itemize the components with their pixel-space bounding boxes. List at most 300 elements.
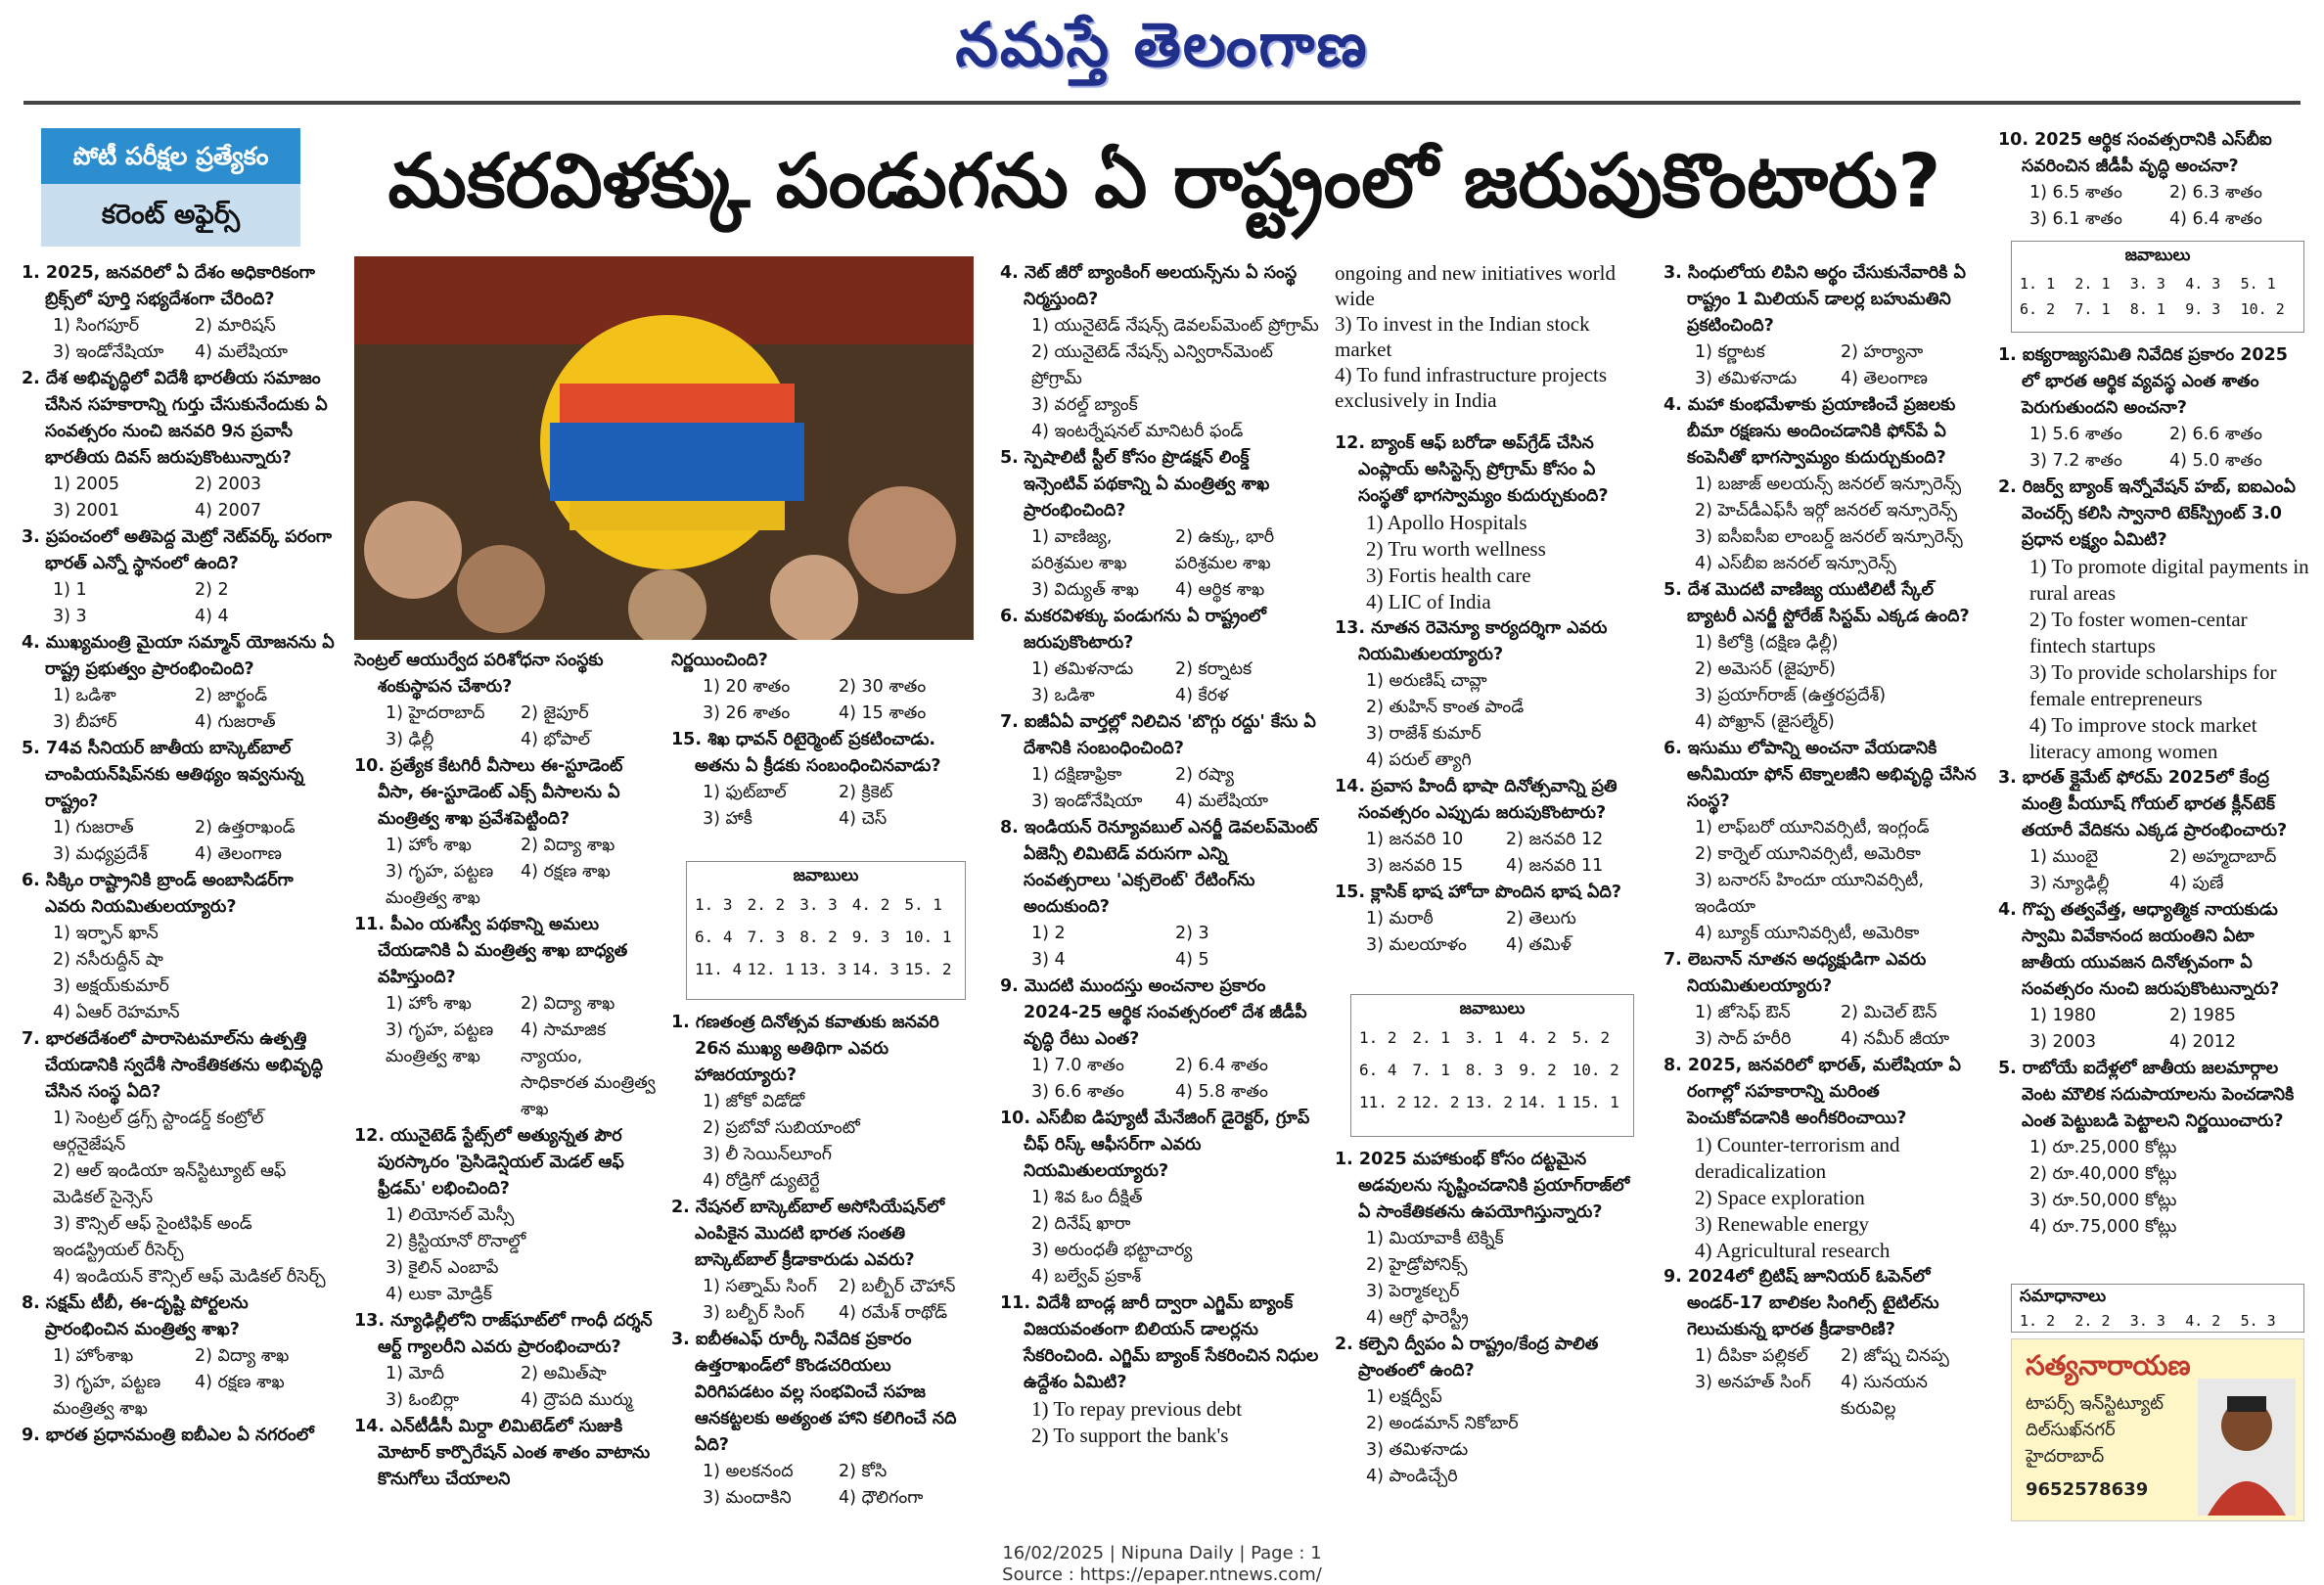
question-text: 2. నేషనల్ బాస్కెట్‌బాల్ అసోసియేషన్‌లో ఎంపికైన మొదటి భారత సంతతి బాస్కెట్‌బాల్ క్రీడాకారుడు ఎవరు? [671,1198,945,1270]
option-list [1663,1000,1986,1053]
newspaper-logo: నమస్తే తెలంగాణ [955,9,1369,80]
option: 3) 6.1 శాతం [2029,209,2122,229]
option: 2) 2 [195,580,229,600]
option: 4) జనవరి 11 [1506,856,1604,876]
option: 3) 26 శాతం [703,703,791,723]
option-list [671,1274,975,1327]
option-list [354,991,656,1123]
option: 4) ఎస్‌బీఐ జనరల్ ఇన్సూరెన్స్ [1695,554,1896,573]
option: 4) గుజరాత్ [195,712,276,732]
option: 3) 6.6 శాతం [1031,1082,1124,1102]
option: 4) 5 [1175,950,1209,970]
option: 3) గృహ, పట్టణ మంత్రిత్వ శాఖ [386,1020,494,1066]
option: 1) అరుణిష్ చావ్లా [1366,671,1487,691]
answers-title: జవాబులు [1459,999,1526,1019]
question-text: 2. దేశ అభివృద్ధిలో విదేశీ భారతీయ సమాజం చేసిన సహకారాన్ని గుర్తు చేసుకునేందుకు ఏ సంవత్సరం నుంచి జనవరి 9న ప్రవాసీ భారతీయ దివస్ జరుపుకొంటున్నారు? [22,369,328,468]
question-text: 3. ఐబీఈఎఫ్ రూర్కీ నివేదిక ప్రకారం ఉత్తరాఖండ్‌లో కొండచరియలు విరిగిపడటం వల్ల సంభవించే సహజ ఆనకట్టలకు అత్యంత హాని కలిగించే నది ఏది? [671,1330,957,1455]
answer-item: 6. 4 [1359,1061,1397,1079]
column-4 [1000,260,1319,1517]
column-1 [22,260,337,1517]
author-area: దిల్‌సుఖ్‌నగర్ [2026,1420,2116,1440]
option: 4) 6.4 శాతం [2169,209,2262,229]
answer-item: 13. 3 [799,960,847,978]
option: 3) విద్యుత్ శాఖ [1031,580,1140,600]
option: 4) పోఖ్రాన్ (జైసల్మేర్) [1695,712,1835,732]
option: 3) బీహార్ [53,712,117,732]
question-text: 6. మకరవిళక్కు పండుగను ఏ రాష్ట్రంలో జరుపుకొంటారు? [1000,607,1266,653]
option: 2) ఉత్తరాఖండ్ [195,818,296,838]
option: 3) తమిళనాడు [1366,1440,1469,1460]
option: 4) పుణే [2169,874,2224,893]
question-text: 9. 2024లో బ్రిటిష్ జూనియర్ ఓపెన్‌లో అండర్-17 బాలికల సింగిల్స్ టైటిల్‌ను గెలుచుకున్న భారత క్రీడాకారిణి? [1663,1267,1939,1339]
question-text: 1. 2025, జనవరిలో ఏ దేశం అధికారికంగా బ్రిక్స్‌లో పూర్తి సభ్యదేశంగా చేరింది? [22,263,315,309]
option: 1) రూ.25,000 కోట్లు [2029,1138,2177,1157]
option: 4) సామాజిక న్యాయం, సాధికారత మంత్రిత్వ శాఖ [521,1020,656,1119]
page-footer [0,1543,2324,1585]
option-list [22,683,337,736]
answer-item: 1. 2 [2020,1312,2056,1330]
option: 2) Tru worth wellness [1366,537,1546,561]
option-list [22,921,337,1026]
option: 2) జనవరి 12 [1506,830,1604,849]
answer-item: 10. 2 [2240,300,2285,318]
option: 2) తుహిన్ కాంత పాండే [1366,698,1525,717]
option-list [1335,906,1646,959]
option: 2) To support the bank's [1031,1424,1229,1447]
option: 2) మారిషస్ [195,316,276,336]
option: 3) బనారస్ హిందూ యూనివర్సిటీ, ఇండియా [1695,871,1925,917]
option: 3) Fortis health care [1366,564,1531,587]
option: 3) అరుంధతీ భట్టాచార్య [1031,1241,1193,1260]
option: 3) మందాకిని [703,1488,792,1508]
answer-item: 1. 1 [2020,275,2056,293]
question-text: 6. ఇసుము లోపాన్ని అంచనా వేయడానికి అనీమియా ఫోన్ టెక్నాలజీని అభివృద్ధి చేసిన సంస్థ? [1663,739,1977,811]
option-list [1000,313,1319,445]
option: 1) శివ ఓం దీక్షిత్ [1031,1188,1143,1207]
question-text: సెంట్రల్ ఆయుర్వేద పరిశోధనా సంస్థకు శంకుస్థాపన చేశారు? [354,651,604,697]
option-list [1998,180,2309,233]
option: 2) 6.6 శాతం [2169,425,2262,444]
option: 4) రోడ్రిగో డ్యుటెర్టే [703,1171,820,1191]
option-list [671,674,975,727]
option: 4) నమీర్ జీయా [1841,1029,1950,1049]
option: 1) మియావాకీ టెక్నిక్ [1366,1229,1504,1248]
footer-source[interactable]: Source : https://epaper.ntnews.com/ [1002,1564,1322,1585]
option: 4) ఇండియన్ కౌన్సిల్ ఆఫ్ మెడికల్ రీసెర్చ్ [53,1267,326,1287]
answer-item: 5. 3 [2240,1312,2276,1330]
option: 1) హోంశాఖ [53,1346,134,1366]
option: 1) To promote digital payments in rural areas [2029,555,2309,605]
option: 1) 7.0 శాతం [1031,1056,1124,1075]
option: 2) హెచ్‌డీఎఫ్‌సీ ఇర్గో జనరల్ ఇన్సూరెన్స్ [1695,501,1958,521]
question-text: 1. గణతంత్ర దినోత్సవ కవాతుకు జనవరి 26న ముఖ్య అతిథిగా ఎవరు హాజరయ్యారు? [671,1013,939,1085]
question-text: 9. భారత ప్రధానమంత్రి ఐబీఎల ఏ నగరంలో [22,1426,314,1445]
option: 2) విద్యా శాఖ [521,994,615,1014]
option-list [1998,422,2309,475]
answer-item: 14. 3 [851,960,899,978]
question-text: 5. రాబోయే ఐదేళ్లలో జాతీయ జలమార్గాల వెంట మౌలిక సదుపాయాలను పెంచడానికి ఎంత పెట్టుబడి పెట్టాలని నిర్ణయించారు? [1998,1059,2295,1131]
option: 1) బజాజ్ అలయన్స్ జనరల్ ఇన్సూరెన్స్ [1695,475,1962,494]
option: 3) కైలిన్ ఎంబాపే [386,1258,499,1278]
option: 1) అలకనంద [703,1462,794,1481]
option: 1) వాణిజ్య, పరిశ్రమల శాఖ [1031,527,1127,573]
option: 1) సత్నామ్ సింగ్ [703,1277,817,1296]
answer-item: 1. 2 [1359,1028,1397,1047]
answer-item: 13. 2 [1465,1093,1513,1111]
option: 1) మరాఠీ [1366,909,1434,928]
option: 1) ఇర్ఫాన్ ఖాన్ [53,924,159,943]
option: 3) అక్షయ్‌కుమార్ [53,976,169,996]
question-text: 7. ఐజీఏఏ వార్తల్లో నిలిచిన 'బొగ్గు రద్దు' కేసు ఏ దేశానికి సంబంధించింది? [1000,712,1316,758]
option: 1) 1 [53,580,87,600]
option: 1) దీపికా పల్లికల్ [1695,1346,1808,1366]
option: 3) తమిళనాడు [1695,369,1798,388]
question-text: 9. మొదటి ముందస్తు అంచనాల ప్రకారం 2024-25 ఆర్థిక సంవత్సరంలో దేశ జీడీపీ వృద్ధి రేటు ఎంత? [1000,976,1307,1049]
option-list [354,701,656,753]
option: 4) ఇంటర్నేషనల్ మానిటరీ ఫండ్ [1031,422,1244,441]
option: 2) క్రిస్టియానో రొనాల్డో [386,1232,526,1251]
answer-item: 3. 3 [2129,275,2165,293]
answer-item: 15. 1 [1572,1093,1619,1111]
option: 3) మధ్యప్రదేశ్ [53,844,148,864]
option: 2) 1985 [2169,1006,2237,1025]
answers-box-1 [686,861,966,1000]
option: 3) 2001 [53,501,120,521]
option: 2) తెలుగు [1506,909,1576,928]
footer-edition: 16/02/2025 | Nipuna Daily | Page : 1 [1002,1543,1322,1563]
option-list [1663,340,1986,392]
option-list [1000,1396,1319,1449]
option-list [22,1106,337,1291]
option: 1) సింగపూర్ [53,316,140,336]
option: 2) విద్యా శాఖ [195,1346,290,1366]
option: 2) నసీరుద్దీన్ షా [53,950,163,970]
option: 3) ఢిల్లీ [386,730,434,749]
answer-item: 5. 1 [904,895,942,914]
question-text: 1. ఐక్యరాజ్యసమితి నివేదిక ప్రకారం 2025 లో భారత ఆర్థిక వ్యవస్థ ఎంత శాతం పెరుగుతుందని అంచనా? [1998,345,2288,418]
option-list [1663,472,1986,577]
option: 1) 5.6 శాతం [2029,425,2122,444]
option-list [1335,510,1646,615]
answer-item: 3. 1 [1465,1028,1504,1047]
answer-item: 4. 2 [851,895,890,914]
question-text: 1. 2025 మహాకుంభ్ కోసం దట్టమైన అడవులను సృష్టించడానికి ప్రయాగ్‌రాజ్‌లో ఏ సాంకేతికతను ఉపయోగిస్తున్నారు? [1335,1150,1630,1222]
option: 2) జోష్న చినప్ప [1841,1346,1949,1366]
option: 2) హైడ్రోపోనిక్స్ [1366,1255,1468,1275]
option: 2) విద్యా శాఖ [521,836,615,855]
question-text: 4. గొప్ప తత్వవేత్త, ఆధ్యాత్మిక నాయకుడు స్వామి వివేకానంద జయంతిని ఏటా జాతీయ యువజన దినోత్సవంగా ఏ సంవత్సరం నుంచి జరుపుకొంటున్నారు? [1998,900,2280,999]
answers-box-2 [1350,994,1634,1137]
option: 1) జోకో విడోడో [703,1092,805,1111]
author-phone: 9652578639 [2026,1479,2149,1500]
page-headline: మకరవిళక్కు పండుగను ఏ రాష్ట్రంలో జరుపుకొంటారు? [387,137,1941,224]
answer-item: 5. 1 [2240,275,2276,293]
option-list [22,472,337,524]
option: 3) పెర్మాకల్చర్ [1366,1282,1460,1301]
option: 4) రక్షణ శాఖ [195,1373,285,1392]
answer-item: 6. 4 [695,928,733,946]
option: 1) హోం శాఖ [386,994,472,1014]
question-text: 3. భారత్ క్లైమేట్ ఫోరమ్ 2025లో కేంద్ర మంత్రి పీయూష్ గోయల్ భారత క్లీన్‌టెక్ తయారీ వేదికను ఎక్కడ ప్రారంభించారు? [1998,768,2288,840]
option: 4) To improve stock market literacy among women [2029,713,2257,763]
answers-title: సమాధానాలు [2020,1287,2107,1306]
option: 1) 1980 [2029,1006,2097,1025]
option: 2) బల్బీర్ చౌహాన్ [839,1277,956,1296]
option: 1) 2005 [53,475,120,494]
option-list [22,815,337,868]
option-list [1335,1226,1646,1332]
option-list [354,1361,656,1414]
answer-item: 2. 1 [1412,1028,1450,1047]
option-list [1998,1135,2309,1241]
question-text: 8. సక్షమ్ టీబీ, ఈ-దృష్టి పోర్టలను ప్రారంభించిన మంత్రిత్వ శాఖ? [22,1293,249,1339]
option: 2) రష్యా [1175,765,1234,785]
option: 1) ఫుట్‌బాల్ [703,783,787,802]
option: 3) 7.2 శాతం [2029,451,2122,471]
option: 1) లియోనల్ మెస్సీ [386,1205,515,1225]
answers-title: జవాబులు [793,866,859,885]
answer-item: 7. 1 [2074,300,2111,318]
option: 2) 6.3 శాతం [2169,183,2262,203]
answer-item: 5. 2 [1572,1028,1611,1047]
question-text: 4. ముఖ్యమంత్రి మైయా సమ్మాన్ యోజనను ఏ రాష్ట్ర ప్రభుత్వం ప్రారంభించింది? [22,633,335,679]
option-list [22,313,337,366]
option: 4) కేరళ [1175,686,1229,705]
column-7 [1998,127,2309,235]
option: 1) కర్ణాటక [1695,342,1765,362]
option: 1) హైదరాబాద్ [386,703,485,723]
question-text: 6. సిక్కిం రాష్ట్రానికి బ్రాండ్ అంబాసిడర్‌గా ఎవరు నియమితులయ్యారు? [22,871,294,917]
question-text: 10. ప్రత్యేక కేటగిరీ వీసాలు ఈ-స్టూడెంట్ వీసా, ఈ-స్టూడెంట్ ఎక్స్ వీసాలను ఏ మంత్రిత్వ శాఖ ప్రవేశపెట్టింది? [354,756,623,829]
question-text: 12. యునైటెడ్ స్టేట్స్‌లో అత్యున్నత పౌర పురస్కారం 'ప్రెసిడెన్షియల్ మెడల్ ఆఫ్ ఫ్రీడమ్' లభించింది? [354,1126,624,1199]
question-text: 13. న్యూఢిల్లీలోని రాజ్‌ఘాట్‌లో గాంధీ దర్శన్ ఆర్ట్ గ్యాలరీని ఎవరు ప్రారంభించారు? [354,1311,653,1357]
option-list [1335,1384,1646,1490]
answer-item: 15. 2 [904,960,952,978]
question-text: 3. సింధులోయ లిపిని అర్థం చేసుకునేవారికి ఏ రాష్ట్రం 1 మిలియన్ డాలర్ల బహుమతిని ప్రకటించింది? [1663,263,1966,336]
option: 3) లీ సెయిన్‌లూంగ్ [703,1145,832,1164]
question-text: 15. శిఖ ధావన్ రిటైర్మెంట్ ప్రకటించాడు. అతను ఏ క్రీడకు సంబంధించినవాడు? [671,730,941,776]
column-3 [671,648,975,848]
option: 2) ఉక్కు, భారీ పరిశ్రమల శాఖ [1175,527,1275,573]
option: 4) భోపాల్ [521,730,591,749]
option: 4) ద్రౌపది ముర్ము [521,1390,633,1410]
answer-item: 7. 1 [1412,1061,1450,1079]
option: 4) మలేషియా [195,342,289,362]
option: 2) 2003 [195,475,262,494]
option-list [1000,657,1319,709]
option: 1) దక్షిణాఫ్రికా [1031,765,1122,785]
column-6 [1663,260,1986,1517]
answer-item: 9. 3 [2185,300,2221,318]
answer-item: 8. 1 [2129,300,2165,318]
header-rule [23,101,2301,105]
option: 2) మిచెల్ ఔన్ [1841,1003,1937,1022]
option: 2) కోసి [839,1462,888,1481]
question-text: 11. విదేశీ బాండ్ల జారీ ద్వారా ఎగ్జిమ్ బ్యాంక్ విజయవంతంగా బిలియన్ డాలర్లను సేకరించింది. ఎగ్జిమ్ బ్యాంక్ సేకరించిన నిధుల ఉద్దేశం ఏమిటి? [1000,1293,1319,1392]
question-text: 2. రిజర్వ్ బ్యాంక్ ఇన్నోవేషన్ హబ్, ఐఐఎంఏ వెంచర్స్ కలిసి స్వానారి టెక్‌స్ప్రింట్ 3.0 ప్రధాన లక్ష్యం ఏమిటి? [1998,477,2296,550]
option-list [1335,827,1646,880]
option: 3) అనహత్ సింగ్ [1695,1373,1811,1392]
option: 4) రూ.75,000 కోట్లు [2029,1217,2177,1237]
question-text: 2. కల్పెని ద్వీపం ఏ రాష్ట్రం/కేంద్ర పాలిత ప్రాంతంలో ఉంది? [1335,1335,1599,1381]
answer-item: 8. 3 [1465,1061,1504,1079]
question-text: 8. 2025, జనవరిలో భారత్, మలేషియా ఏ రంగాల్లో సహకారాన్ని మరింత పెంచుకోవడానికి అంగీకరించాయి? [1663,1056,1961,1128]
option: 4) చెస్ [839,809,888,829]
option-list [1000,762,1319,815]
option: 3) బల్బీర్ సింగ్ [703,1303,805,1323]
option: 1) 2 [1031,924,1066,943]
option: 4) 5.0 శాతం [2169,451,2262,471]
option: 1) జోసెఫ్ ఔన్ [1695,1003,1791,1022]
option-list [1000,524,1319,604]
option: 1) లక్షద్వీప్ [1366,1387,1442,1407]
option: 2) రూ.40,000 కోట్లు [2029,1164,2177,1184]
option: 2) దినేష్ ఖారా [1031,1214,1131,1234]
answer-item: 10. 1 [904,928,952,946]
option: 1) జనవరి 10 [1366,830,1464,849]
option: 1) ముంబై [2029,847,2099,867]
answer-item: 12. 2 [1412,1093,1460,1111]
festival-photo-illustration [354,256,974,640]
section-subtag: కరెంట్ అఫైర్స్ [41,184,300,247]
option-list [22,1343,337,1423]
question-text: 5. స్పెషాలిటీ స్టీల్ కోసం ప్రొడక్షన్ లింక్డ్ ఇన్సెంటివ్ పథకాన్ని ఏ మంత్రిత్వ శాఖ ప్రారంభించింది? [1000,448,1270,521]
option: 4) రక్షణ శాఖ [521,862,611,882]
option: 4) Agricultural research [1695,1239,1891,1262]
option-list [1000,1053,1319,1106]
question-text: నిర్ణయించింది? [671,651,768,670]
author-city: హైదరాబాద్ [2026,1446,2105,1467]
option: 3) రూ.50,000 కోట్లు [2029,1191,2177,1210]
option: 3) రాజేశ్ కుమార్ [1366,724,1481,744]
question-text: 4. నెట్ జీరో బ్యాంకింగ్ అలయన్స్‌ను ఏ సంస్థ నిర్మస్తుంది? [1000,263,1298,309]
option: 4) ఆర్థిక శాఖ [1175,580,1265,600]
option: 4) తెలంగాణ [1841,369,1928,388]
option: 4) లుకా మోడ్రిక్ [386,1285,492,1304]
option: 3) కౌన్సిల్ ఆఫ్ సైంటిఫిక్ అండ్ ఇండస్ట్రియల్ రీసెర్చ్ [53,1214,252,1260]
option: 1) లాఫ్‌బరో యూనివర్సిటీ, ఇంగ్లండ్ [1695,818,1930,838]
option: 3) గృహ, పట్టణ మంత్రిత్వ శాఖ [386,862,494,908]
question-text: 10. ఎస్‌బీఐ డిప్యూటీ మేనేజింగ్ డైరెక్టర్, గ్రూప్ చీఫ్ రిస్క్ ఆఫీసర్‌గా ఎవరు నియమితులయ్యారు? [1000,1109,1310,1181]
option: 4) రమేశ్ రాథోడ్ [839,1303,948,1323]
option-list [671,1089,975,1195]
author-photo-illustration [2198,1379,2296,1516]
option: 1) 20 శాతం [703,677,791,697]
option: 2) ప్రబోవో సుబియాంటో [703,1118,860,1138]
option: 2) Space exploration [1695,1186,1865,1209]
option: 4) తమిళ్ [1506,935,1572,955]
question-text: 4. మహా కుంభమేళాకు ప్రయాణించే ప్రజలకు బీమా రక్షణను అందించడానికి ఫోన్‌పే ఏ కంపెనీతో భాగస్వామ్యం కుదుర్చుకుంది? [1663,395,1956,468]
answer-item: 3. 3 [2129,1312,2165,1330]
option-list [1663,1343,1986,1423]
question-text: 8. ఇండియన్ రెన్యూవబుల్ ఎనర్జీ డెవలప్‌మెంట్ ఏజెన్సీ లిమిటెడ్ వరుసగా ఎన్ని సంవత్సరాలు 'ఎక్సలెంట్' రేటింగ్‌ను అందుకుంది? [1000,818,1318,917]
option: 4) ఏఆర్ రెహమాన్ [53,1003,180,1022]
option: 2) 30 శాతం [839,677,927,697]
author-photo [2198,1379,2296,1516]
answer-item: 2. 1 [2074,275,2111,293]
question-text: 13. నూతన రెవెన్యూ కార్యదర్శిగా ఎవరు నియమితులయ్యారు? [1335,618,1608,664]
option: 4) పాండిచ్చేరి [1366,1467,1458,1486]
question-text: 7. లెబనాన్ నూతన అధ్యక్షుడిగా ఎవరు నియమితులయ్యారు? [1663,950,1927,996]
column-5b [1335,1147,1646,1517]
option: 2) హర్యానా [1841,342,1924,362]
question-text: 5. 74వ సీనియర్ జాతీయ బాస్కెట్‌బాల్ చాంపియన్‌షిప్‌నకు ఆతిథ్యం ఇవ్వనున్న రాష్ట్రం? [22,739,304,811]
option: 3) వరల్డ్ బ్యాంక్ [1031,395,1138,415]
answer-item: 9. 2 [1519,1061,1557,1079]
option-list [1335,668,1646,774]
option-list [1663,815,1986,947]
option-list [1998,1003,2309,1056]
option-list [22,577,337,630]
answer-item: 4. 2 [1519,1028,1557,1047]
option: 4) పరుల్ త్యాగి [1366,750,1472,770]
option: 3) ఐసీఐసీఐ లాంబర్డ్ జనరల్ ఇన్సూరెన్స్ [1695,527,1963,547]
option: 4) బల్వేవ్ ప్రకాశ్ [1031,1267,1142,1287]
column-5-continuation [1335,260,1646,427]
answer-item: 8. 2 [799,928,838,946]
option: 4) సునయన కురువిల్ల [1841,1373,1928,1419]
answer-item: 4. 3 [2185,275,2221,293]
option: 3) 2003 [2029,1032,2097,1052]
question-text: 5. దేశ మొదటి వాణిజ్య యుటిలిటీ స్కేల్ బ్యాటరీ ఎనర్జీ స్టోరేజ్ సిస్టమ్ ఎక్కడ ఉంది? [1663,580,1970,626]
option: 3) To invest in the Indian stock market [1335,312,1590,361]
author-institute: టాపర్స్ ఇన్‌స్టిట్యూట్ [2026,1393,2164,1414]
option: ongoing and new initiatives world wide [1335,261,1616,310]
author-profile [2011,1338,2304,1521]
option: 4) 2012 [2169,1032,2237,1052]
option: 1) కిలోక్రి (దక్షిణ ఢిల్లీ) [1695,633,1839,653]
option: 2) కార్నెల్ యూనివర్సిటీ, అమెరికా [1695,844,1921,864]
option: 4) 2007 [195,501,262,521]
option-list [354,1202,656,1308]
option: 3) హాకీ [703,809,752,829]
option: 3) సాద్ హరీరి [1695,1029,1792,1049]
option: 3) ఇండోనేషియా [1031,792,1143,811]
question-text: 14. ప్రవాస హిందీ భాషా దినోత్సవాన్ని ప్రతి సంవత్సరం ఎప్పుడు జరుపుకొంటారు? [1335,777,1618,823]
option: 4) తెలంగాణ [195,844,282,864]
option: 2) అమిత్‌షా [521,1364,607,1383]
question-text: 14. ఎన్‌టీడీసీ మిర్దా లిమిటెడ్‌లో సుజుకి మోటార్ కార్పొరేషన్ ఎంత శాతం వాటాను కొనుగోలు చేయాలని [354,1417,651,1489]
option: 2) అహ్మదాబాద్ [2169,847,2277,867]
option: 4) 15 శాతం [839,703,927,723]
option: 2) అండమాన్ నికోబార్ [1366,1414,1519,1433]
answer-item: 11. 4 [695,960,743,978]
option-list [354,833,656,912]
masthead [0,0,2324,98]
option: 3) ఓంబిర్లా [386,1390,460,1410]
option: 2) క్రికెట్ [839,783,893,802]
answer-item: 10. 2 [1572,1061,1619,1079]
option: 4) LIC of India [1366,590,1491,613]
question-text: 12. బ్యాంక్ ఆఫ్ బరోడా అప్‌గ్రేడ్ చేసిన ఎంప్లాయ్ అసిస్టెన్స్ ప్రోగ్రామ్ కోసం ఏ సంస్థతో భాగస్వామ్యం కుదుర్చుకుంది? [1335,433,1609,506]
option: 1) సెంట్రల్ డ్రగ్స్ స్టాండర్డ్ కంట్రోల్ ఆర్గనైజేషన్ [53,1109,264,1155]
option-list [1998,844,2309,897]
answer-item: 7. 3 [747,928,786,946]
option-list [1663,630,1986,736]
option: 3) జనవరి 15 [1366,856,1464,876]
option: 3) గృహ, పట్టణ మంత్రిత్వ శాఖ [53,1373,161,1419]
option-list [671,780,975,833]
question-text: 3. ప్రపంచంలో అతిపెద్ద మెట్రో నెట్‌వర్క్ పరంగా భారత్ ఎన్నో స్థానంలో ఉంది? [22,527,333,573]
column-2 [354,648,656,1517]
option: 1) గుజరాత్ [53,818,134,838]
option-list [671,1459,975,1512]
festival-photo [354,256,974,640]
answer-item: 1. 3 [695,895,733,914]
option: 3) ఇండోనేషియా [53,342,164,362]
option: 2) జార్ఖండ్ [195,686,268,705]
option: 3) 4 [1031,950,1066,970]
